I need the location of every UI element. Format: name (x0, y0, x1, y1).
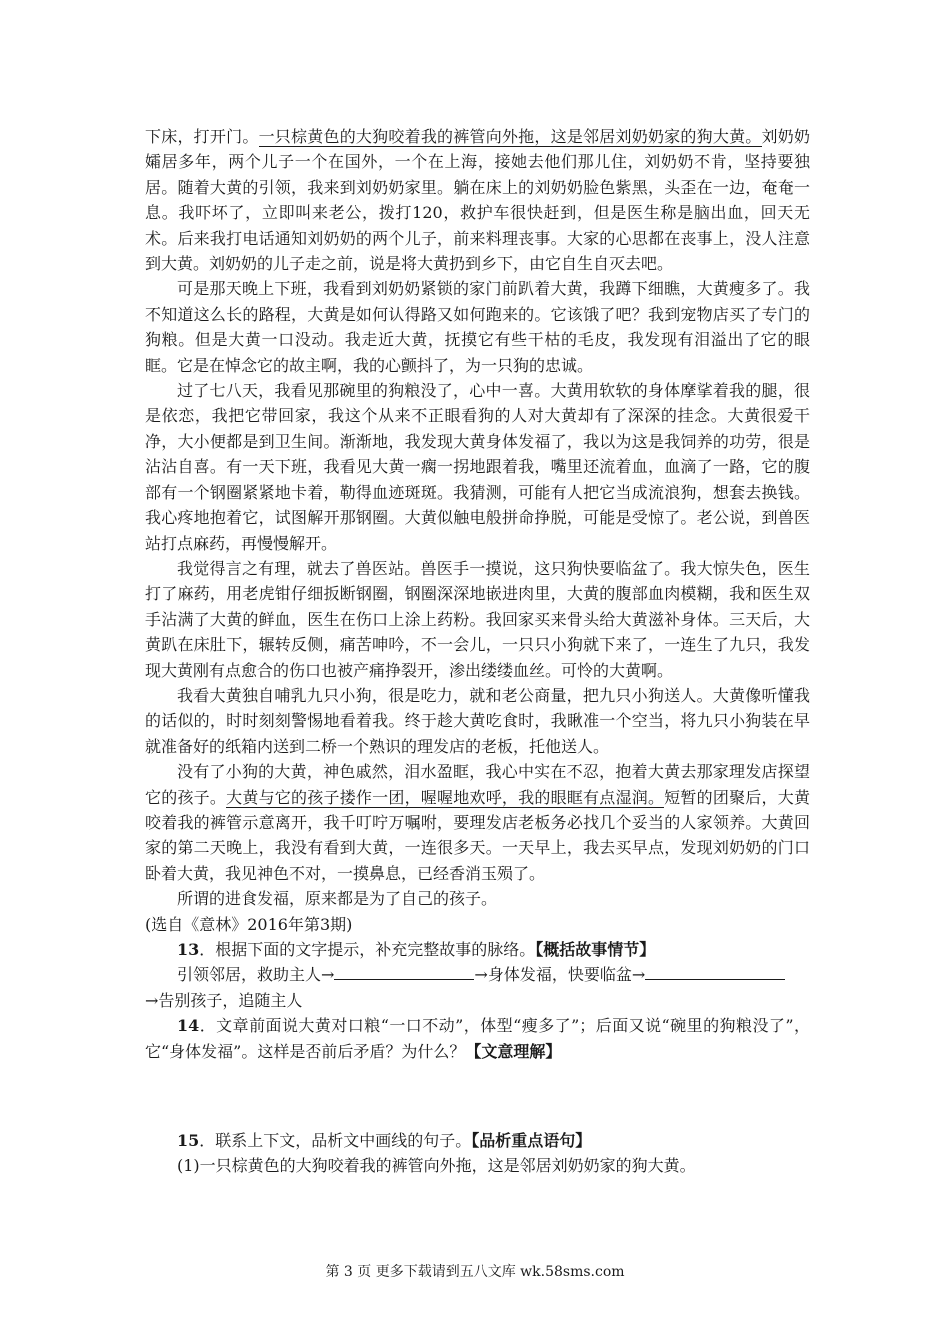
question-14-tag: 【文意理解】 (465, 1041, 562, 1061)
page-footer: 第 3 页 更多下载请到五八文库 wk.58sms.com (325, 1264, 625, 1280)
question-14-text: ．文章前面说大黄对口粮“一口不动”，体型“瘦多了”；后面又说“碗里的狗粮没了”，它“身体发福”。这样是否前后矛盾？为什么？ (145, 1016, 810, 1061)
paragraph-1-rest: 刘奶奶孀居多年，两个儿子一个在国外，一个在上海，接她去他们那儿住，刘奶奶不肯，坚持要独居。随着大黄的引领，我来到刘奶奶家里。躺在床上的刘奶奶脸色紫黑，头歪在一边，奄奄一息。我吓坏了，立即叫来老公，拨打120，救护车很快赶到，但是医生称是脑出血，回天无术。后来我打电话通知刘奶奶的两个儿子，前来料理丧事。大家的心思都在丧事上，没人注意到大黄。刘奶奶的儿子走之前，说是将大黄扔到乡下，由它自生自灭去吧。 (145, 127, 810, 274)
chain-step-3: →身体发福，快要临盆→ (474, 965, 646, 985)
question-15-text: ．联系上下文，品析文中画线的句子。 (199, 1131, 472, 1151)
question-13-number: 13 (177, 940, 200, 959)
paragraph-6-rest: 短暂的团聚后，大黄咬着我的裤管示意离开，我千叮咛万嘱咐，要理发店老板务必找几个妥当的人家领养。大黄回家的第二天晚上，我没有看到大黄，一连很多天。一天早上，我去买早点，发现刘奶奶的门口卧着大黄，我见神色不对，一摸鼻息，已经香消玉殒了。 (145, 787, 810, 883)
question-13-chain-line-1 (145, 962, 810, 987)
paragraph-1-start: 下床，打开门。 (145, 127, 259, 146)
underlined-sentence-1: 一只棕黄色的大狗咬着我的裤管向外拖，这是邻居刘奶奶家的狗大黄。 (258, 127, 762, 146)
answer-blank-2[interactable] (645, 965, 785, 980)
paragraph-1 (145, 124, 810, 276)
answer-blank-1[interactable] (334, 965, 474, 980)
question-14-number: 14 (177, 1016, 200, 1036)
question-15 (145, 1128, 810, 1153)
paragraph-2: 可是那天晚上下班，我看到刘奶奶紧锁的家门前趴着大黄，我蹲下细瞧，大黄瘦多了。我不知道这么长的路程，大黄是如何认得路又如何跑来的。它该饿了吧？我到宠物店买了专门的狗粮。但是大黄一口没动。我走近大黄，抚摸它有些干枯的毛皮，我发现有泪溢出了它的眼眶。它是在悼念它的故主啊，我的心颤抖了，为一只狗的忠诚。 (145, 279, 810, 375)
question-15-sub-1: (1)一只棕黄色的大狗咬着我的裤管向外拖，这是邻居刘奶奶家的狗大黄。 (177, 1156, 696, 1176)
paragraph-3: 过了七八天，我看见那碗里的狗粮没了，心中一喜。大黄用软软的身体摩挲着我的腿，很是依恋，我把它带回家，我这个从来不正眼看狗的人对大黄却有了深深的挂念。大黄很爱干净，大小便都是到卫生间。渐渐地，我发现大黄身体发福了，我以为这是我饲养的功劳，很是沾沾自喜。有一天下班，我看见大黄一瘸一拐地跟着我，嘴里还流着血，血滴了一路，它的腹部有一个钢圈紧紧地卡着，勒得血迹斑斑。我猜测，可能有人把它当成流浪狗，想套去换钱。我心疼地抱着它，试图解开那钢圈。大黄似触电般拼命挣脱，可能是受惊了。老公说，到兽医站打点麻药，再慢慢解开。 (145, 381, 810, 553)
paragraph-4: 我觉得言之有理，就去了兽医站。兽医手一摸说，这只狗快要临盆了。我大惊失色，医生打了麻药，用老虎钳仔细扳断钢圈，钢圈深深地嵌进肉里，大黄的腹部血肉模糊，我和医生双手沾满了大黄的鲜血，医生在伤口上涂上药粉。我回家买来骨头给大黄滋补身体。三天后，大黄趴在床肚下，辗转反侧，痛苦呻吟，不一会儿，一只只小狗就下来了，一连生了九只，我发现大黄刚有点愈合的伤口也被产痛挣裂开，渗出缕缕血丝。可怜的大黄啊。 (145, 558, 810, 680)
question-15-tag: 【品析重点语句】 (471, 1131, 592, 1151)
question-13-tag: 【概括故事情节】 (535, 940, 656, 959)
paragraph-7: 所谓的进食发福，原来都是为了自己的孩子。 (177, 889, 498, 909)
question-14 (145, 1013, 810, 1064)
paragraph-6-start: 没有了小狗的大黄，神色戚然，泪水盈眶，我心中实在不忍，抱着大黄去那家理发店探望它的孩子。 (145, 762, 810, 807)
article-body (145, 124, 810, 1179)
answer-space-14[interactable] (145, 1064, 810, 1128)
question-13-chain-line-2: →告别孩子，追随主人 (145, 990, 303, 1010)
paragraph-6 (145, 759, 810, 886)
question-13 (145, 937, 810, 962)
question-13-text: ．根据下面的文字提示，补充完整故事的脉络。 (199, 940, 536, 959)
underlined-sentence-2: 大黄与它的孩子搂作一团，喔喔地欢呼，我的眼眶有点湿润。 (226, 787, 665, 807)
chain-step-1: 引领邻居，救助主人→ (177, 965, 335, 985)
paragraph-5: 我看大黄独自哺乳九只小狗，很是吃力，就和老公商量，把九只小狗送人。大黄像听懂我的话似的，时时刻刻警惕地看着我。终于趁大黄吃食时，我瞅准一个空当，将九只小狗装在早就准备好的纸箱内送到二桥一个熟识的理发店的老板，托他送人。 (145, 685, 810, 756)
question-15-number: 15 (177, 1131, 200, 1151)
article-source: (选自《意林》2016年第3期) (145, 914, 353, 934)
